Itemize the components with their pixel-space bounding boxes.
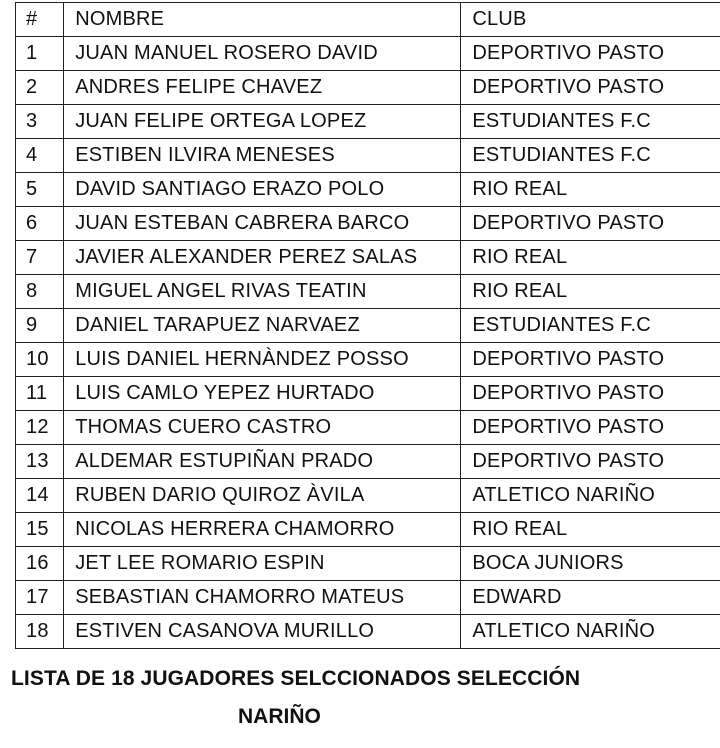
table-row <box>16 139 720 173</box>
player-club: RIO REAL <box>461 241 720 275</box>
player-club: EDWARD <box>461 581 720 615</box>
row-number: 14 <box>16 479 64 513</box>
table-row <box>16 513 720 547</box>
table-row <box>16 309 720 343</box>
row-number: 10 <box>16 343 64 377</box>
row-number: 4 <box>16 139 64 173</box>
player-name: DANIEL TARAPUEZ NARVAEZ <box>64 309 461 343</box>
player-club: ESTUDIANTES F.C <box>461 105 720 139</box>
player-club: DEPORTIVO PASTO <box>461 207 720 241</box>
player-name: THOMAS CUERO CASTRO <box>64 411 461 445</box>
table-row <box>16 275 720 309</box>
header-number: # <box>16 3 64 37</box>
row-number: 7 <box>16 241 64 275</box>
caption-subtitle: NARIÑO <box>238 705 321 728</box>
table-row <box>16 445 720 479</box>
row-number: 15 <box>16 513 64 547</box>
player-club: DEPORTIVO PASTO <box>461 377 720 411</box>
table-header-row <box>16 3 720 37</box>
player-name: NICOLAS HERRERA CHAMORRO <box>64 513 461 547</box>
table-row <box>16 37 720 71</box>
table-row <box>16 173 720 207</box>
table-row <box>16 377 720 411</box>
player-name: JUAN MANUEL ROSERO DAVID <box>64 37 461 71</box>
caption-title: LISTA DE 18 JUGADORES SELCCIONADOS SELECCIÓN <box>11 667 581 690</box>
row-number: 6 <box>16 207 64 241</box>
header-name: NOMBRE <box>64 3 461 37</box>
player-name: DAVID SANTIAGO ERAZO POLO <box>64 173 461 207</box>
table-row <box>16 581 720 615</box>
player-name: LUIS CAMLO YEPEZ HURTADO <box>64 377 461 411</box>
player-club: ESTUDIANTES F.C <box>461 139 720 173</box>
table-row <box>16 547 720 581</box>
table-row <box>16 479 720 513</box>
player-club: ESTUDIANTES F.C <box>461 309 720 343</box>
players-table <box>15 2 720 649</box>
row-number: 2 <box>16 71 64 105</box>
player-name: LUIS DANIEL HERNÀNDEZ POSSO <box>64 343 461 377</box>
player-name: ESTIVEN CASANOVA MURILLO <box>64 615 461 649</box>
player-club: ATLETICO NARIÑO <box>461 615 720 649</box>
player-name: ALDEMAR ESTUPIÑAN PRADO <box>64 445 461 479</box>
row-number: 3 <box>16 105 64 139</box>
player-name: MIGUEL ANGEL RIVAS TEATIN <box>64 275 461 309</box>
player-club: DEPORTIVO PASTO <box>461 411 720 445</box>
row-number: 16 <box>16 547 64 581</box>
player-name: SEBASTIAN CHAMORRO MATEUS <box>64 581 461 615</box>
player-club: DEPORTIVO PASTO <box>461 343 720 377</box>
player-club: RIO REAL <box>461 173 720 207</box>
header-club: CLUB <box>461 3 720 37</box>
table-row <box>16 615 720 649</box>
player-name: JAVIER ALEXANDER PEREZ SALAS <box>64 241 461 275</box>
player-name: ANDRES FELIPE CHAVEZ <box>64 71 461 105</box>
row-number: 8 <box>16 275 64 309</box>
table-row <box>16 343 720 377</box>
table-row <box>16 411 720 445</box>
table-row <box>16 207 720 241</box>
table-body <box>16 37 720 649</box>
row-number: 13 <box>16 445 64 479</box>
player-club: DEPORTIVO PASTO <box>461 37 720 71</box>
row-number: 12 <box>16 411 64 445</box>
table-row <box>16 241 720 275</box>
player-name: ESTIBEN ILVIRA MENESES <box>64 139 461 173</box>
player-club: DEPORTIVO PASTO <box>461 445 720 479</box>
row-number: 11 <box>16 377 64 411</box>
player-club: BOCA JUNIORS <box>461 547 720 581</box>
table-row <box>16 105 720 139</box>
row-number: 5 <box>16 173 64 207</box>
row-number: 1 <box>16 37 64 71</box>
player-club: RIO REAL <box>461 513 720 547</box>
player-club: DEPORTIVO PASTO <box>461 71 720 105</box>
player-club: ATLETICO NARIÑO <box>461 479 720 513</box>
row-number: 18 <box>16 615 64 649</box>
player-club: RIO REAL <box>461 275 720 309</box>
player-name: RUBEN DARIO QUIROZ ÀVILA <box>64 479 461 513</box>
player-name: JUAN FELIPE ORTEGA LOPEZ <box>64 105 461 139</box>
player-name: JUAN ESTEBAN CABRERA BARCO <box>64 207 461 241</box>
row-number: 9 <box>16 309 64 343</box>
player-name: JET LEE ROMARIO ESPIN <box>64 547 461 581</box>
table-row <box>16 71 720 105</box>
row-number: 17 <box>16 581 64 615</box>
